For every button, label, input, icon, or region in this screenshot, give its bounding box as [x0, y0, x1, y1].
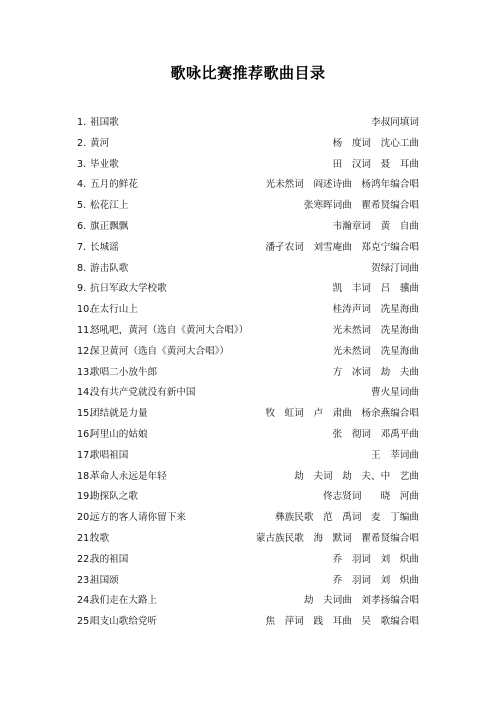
song-credit: 彝族民歌 范 禹词 麦 丁编曲 [275, 512, 419, 524]
song-title: 毕业歌 [90, 158, 119, 170]
song-title: 勘探队之歌 [90, 491, 138, 503]
song-title: 在太行山上 [90, 304, 138, 316]
list-item [77, 217, 419, 238]
song-title: 远方的客人请你留下来 [90, 512, 186, 524]
list-item [77, 196, 419, 217]
song-number: 23. [77, 574, 93, 586]
song-credit: 韦瀚章词 黄 自曲 [332, 220, 419, 232]
song-number: 8. [77, 262, 87, 274]
song-number: 20. [77, 512, 93, 524]
song-number: 13. [77, 366, 93, 378]
list-item [77, 342, 419, 363]
song-title: 革命人永远是年轻 [90, 470, 167, 482]
song-credit: 李叔同填词 [371, 117, 419, 128]
song-title: 阿里山的姑娘 [90, 428, 148, 440]
song-number: 3. [77, 158, 87, 170]
song-credit: 乔 羽词 刘 炽曲 [332, 553, 419, 565]
song-title: 没有共产党就没有新中国 [90, 387, 196, 399]
song-title: 祖国歌 [90, 117, 119, 128]
song-number: 25. [77, 616, 93, 628]
song-credit: 焦 萍词 践 耳曲 吴 歌编合唱 [265, 616, 419, 628]
song-number: 22. [77, 553, 93, 565]
song-title: 游击队歌 [90, 262, 129, 274]
song-credit: 方 冰词 劫 夫曲 [332, 366, 419, 378]
song-number: 6. [77, 220, 87, 232]
song-credit: 张寒晖词曲 瞿希贤编合唱 [303, 200, 419, 212]
list-item [77, 508, 419, 529]
song-credit: 佟志贤词 晓 河曲 [323, 491, 419, 503]
song-number: 17. [77, 449, 93, 461]
song-credit: 劫 夫词 劫 夫、中 艺曲 [294, 470, 419, 482]
song-title: 团结就是力量 [90, 408, 148, 420]
song-credit: 光未然词 阎述诗曲 杨鸿年编合唱 [265, 179, 419, 191]
list-item [77, 550, 419, 571]
list-item [77, 467, 419, 488]
song-credit: 张 彻词 邓禹平曲 [332, 428, 419, 440]
song-credit: 王 莘词曲 [371, 449, 419, 461]
song-title: 抗日军政大学校歌 [90, 283, 167, 295]
song-number: 14. [77, 387, 93, 399]
song-credit: 牧 虹词 卢 肃曲 杨余燕编合唱 [265, 408, 419, 420]
list-item [77, 113, 419, 134]
list-item [77, 591, 419, 612]
list-item [77, 175, 419, 196]
list-item [77, 383, 419, 404]
list-item [77, 425, 419, 446]
song-title: 五月的鲜花 [90, 179, 138, 191]
list-item [77, 259, 419, 280]
list-item [77, 238, 419, 259]
song-list [77, 113, 419, 633]
song-title: 歌唱二小放牛郎 [90, 366, 158, 378]
song-credit: 蒙古族民歌 海 默词 瞿希贤编合唱 [255, 532, 419, 544]
list-item [77, 155, 419, 176]
song-title: 我的祖国 [90, 553, 129, 565]
list-item [77, 404, 419, 425]
list-item [77, 529, 419, 550]
list-item [77, 321, 419, 342]
song-credit: 光未然词 冼星海曲 [332, 324, 419, 336]
song-credit: 曹火星词曲 [371, 387, 419, 399]
song-number: 9. [77, 283, 87, 295]
song-number: 5. [77, 200, 87, 212]
song-title: 我们走在大路上 [90, 595, 158, 607]
song-title: 松花江上 [90, 200, 129, 212]
song-credit: 凯 丰词 吕 骥曲 [332, 283, 419, 295]
song-credit: 田 汉词 聂 耳曲 [332, 158, 419, 170]
song-credit: 杨 度词 沈心工曲 [332, 137, 419, 149]
song-title: 旗正飘飘 [90, 220, 129, 232]
song-number: 1. [77, 117, 87, 128]
list-item [77, 487, 419, 508]
list-item [77, 134, 419, 155]
song-title: 长城谣 [90, 241, 119, 253]
song-number: 18. [77, 470, 93, 482]
list-item [77, 279, 419, 300]
song-number: 7. [77, 241, 87, 253]
song-title: 歌唱祖国 [90, 449, 129, 461]
list-item [77, 300, 419, 321]
page-title: 歌咏比赛推荐歌曲目录 [170, 64, 326, 82]
song-number: 16. [77, 428, 93, 440]
song-number: 24. [77, 595, 93, 607]
list-item [77, 612, 419, 633]
song-credit: 潘孑农词 刘雪庵曲 郑克宁编合唱 [265, 241, 419, 253]
song-number: 21. [77, 532, 93, 544]
song-credit: 劫 夫词曲 刘孝扬编合唱 [303, 595, 419, 607]
song-number: 12. [77, 345, 93, 357]
song-title: 牧歌 [90, 532, 110, 544]
song-title: 黄河 [90, 137, 110, 149]
list-item [77, 363, 419, 384]
song-number: 15. [77, 408, 93, 420]
song-number: 19. [77, 491, 93, 503]
song-number: 11. [77, 324, 93, 336]
song-credit: 光未然词 冼星海曲 [332, 345, 419, 357]
song-title: 保卫黄河（选自《黄河大合唱》） [90, 345, 230, 357]
song-credit: 桂涛声词 冼星海曲 [332, 304, 419, 316]
song-title: 唱支山歌给党听 [90, 616, 158, 628]
song-credit: 乔 羽词 刘 炽曲 [332, 574, 419, 586]
song-number: 2. [77, 137, 87, 149]
list-item [77, 446, 419, 467]
song-number: 4. [77, 179, 87, 191]
song-title: 祖国颂 [90, 574, 119, 586]
song-number: 10. [77, 304, 93, 316]
list-item [77, 571, 419, 592]
song-credit: 贺绿汀词曲 [371, 262, 419, 274]
song-title: 怒吼吧，黄河（选自《黄河大合唱》） [90, 324, 249, 336]
